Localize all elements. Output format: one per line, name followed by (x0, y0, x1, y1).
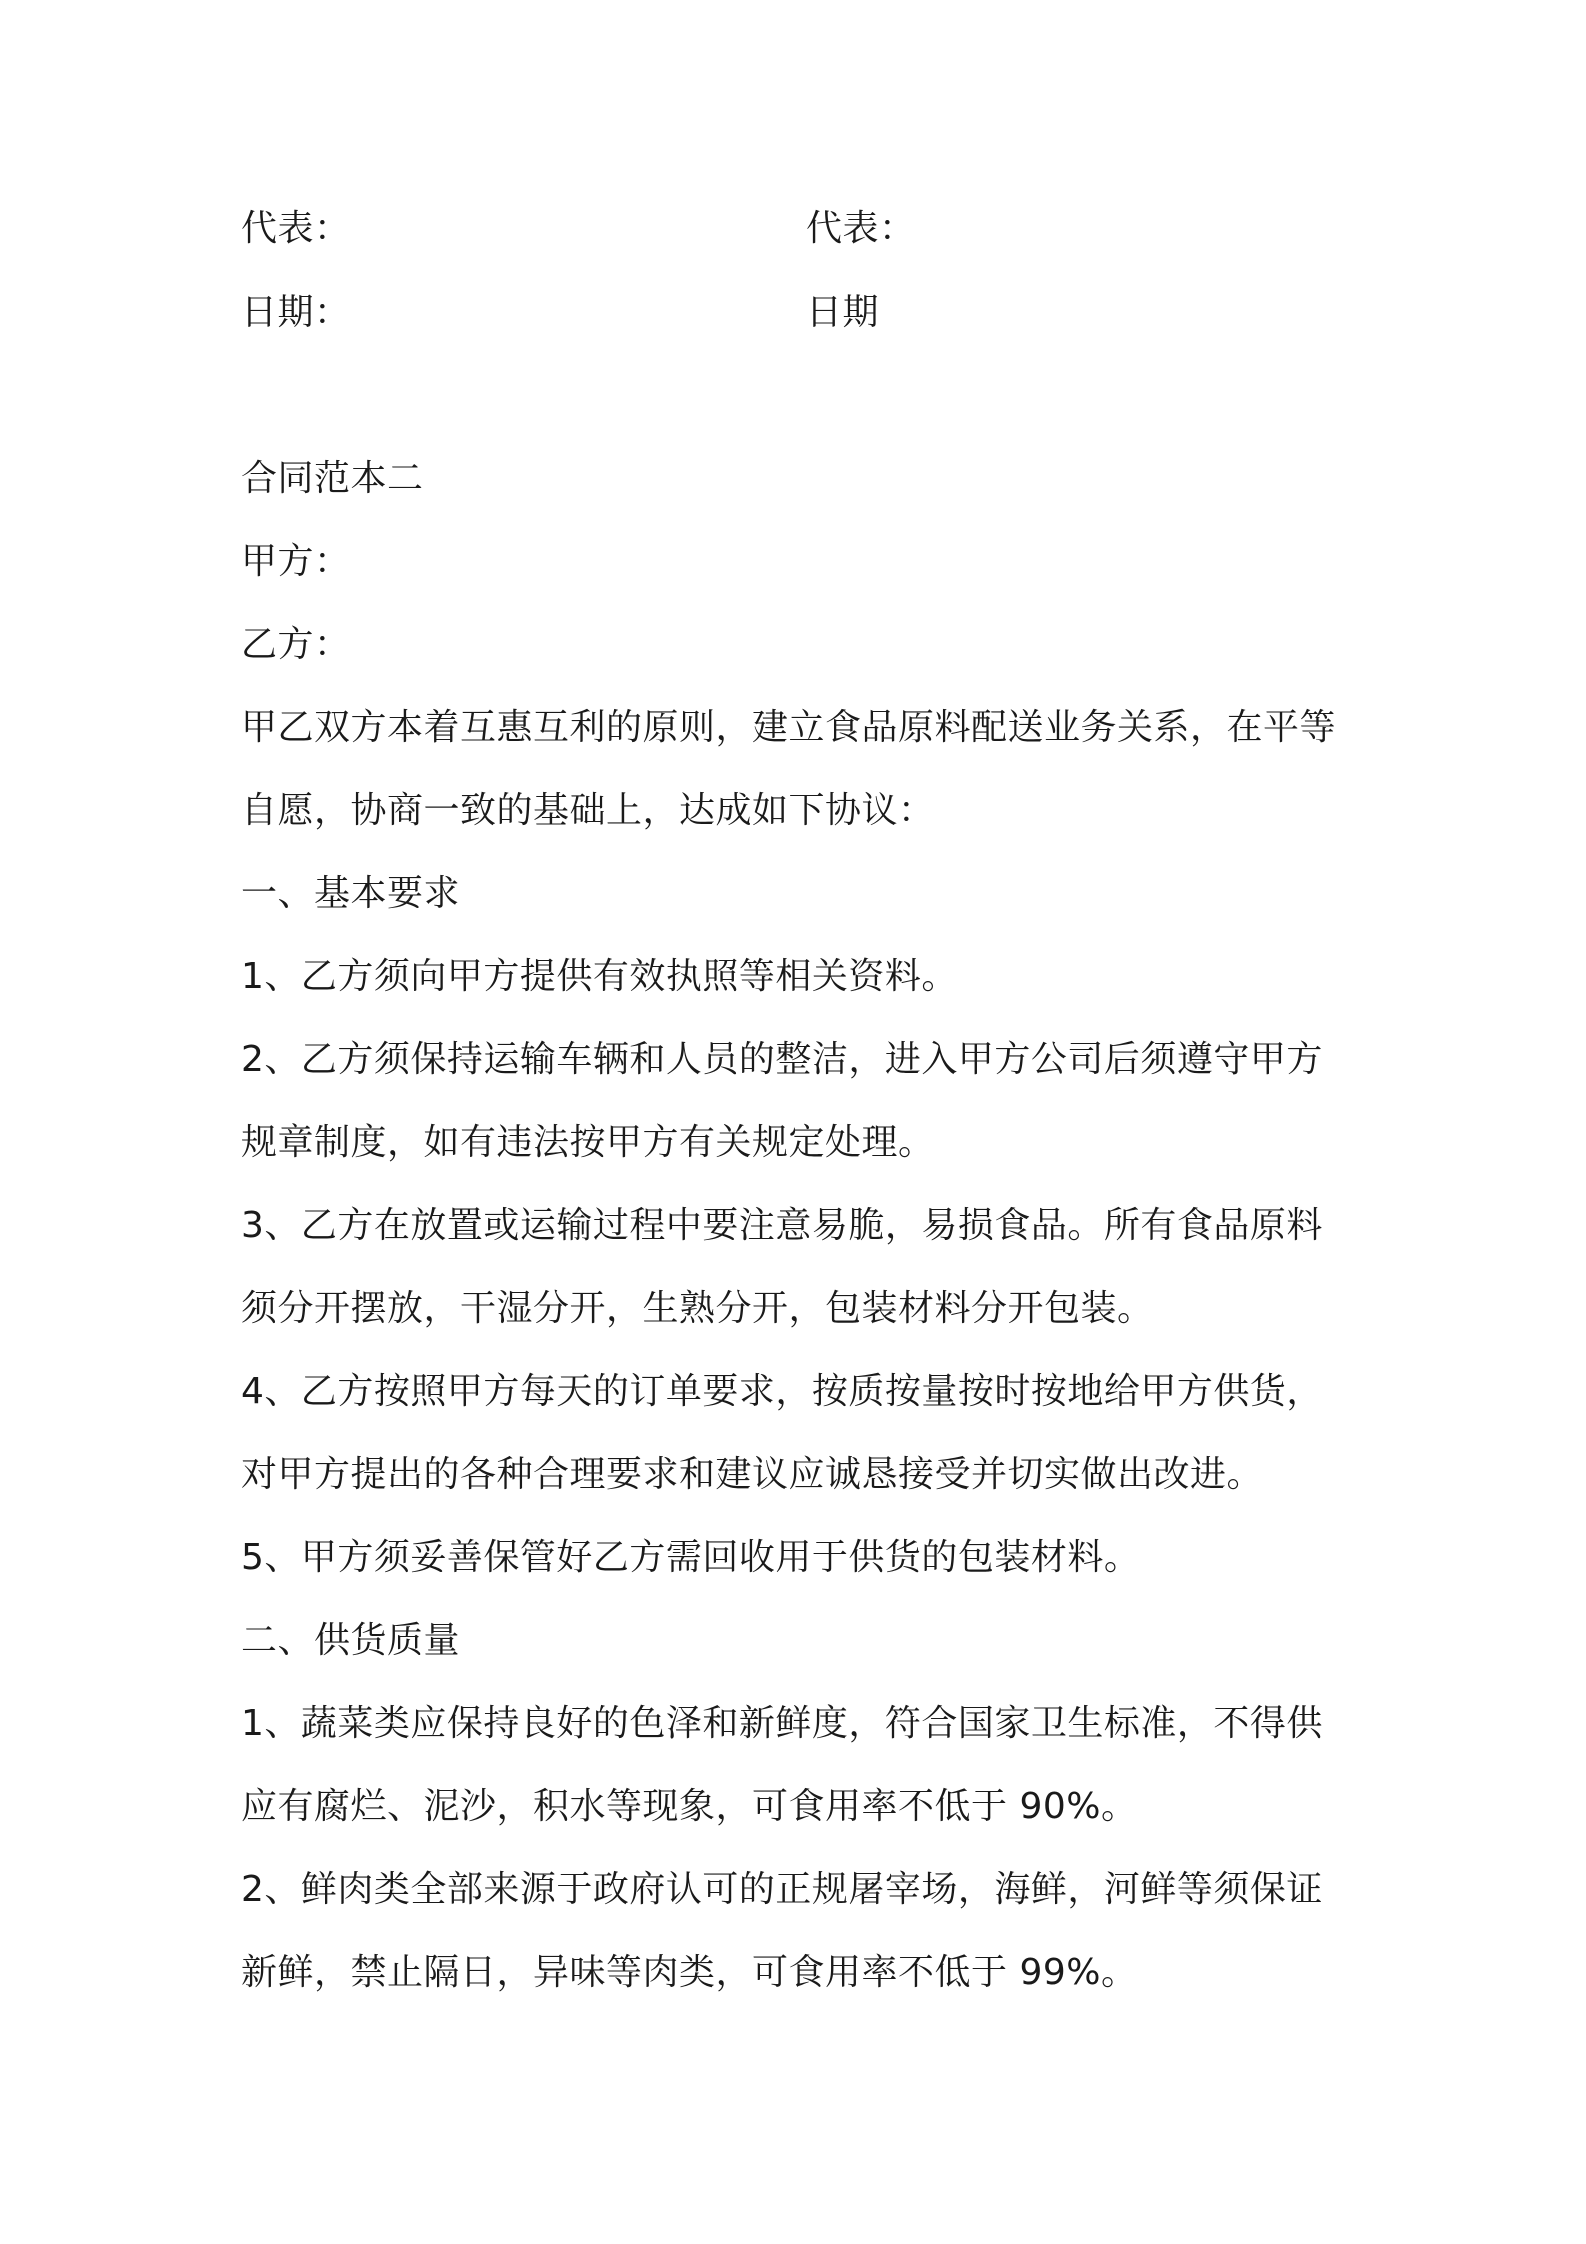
clause-line: 新鲜，禁止隔日，异味等肉类，可食用率不低于 99%。 (241, 1952, 1138, 1993)
section-heading-basic-requirements: 一、基本要求 (241, 873, 461, 914)
intro-line: 自愿，协商一致的基础上，达成如下协议： (241, 790, 935, 831)
party-a-representative: 代表： (241, 208, 351, 249)
party-b-label: 乙方： (241, 624, 351, 665)
section-heading-supply-quality: 二、供货质量 (241, 1620, 461, 1661)
clause-line: 1、蔬菜类应保持良好的色泽和新鲜度，符合国家卫生标准，不得供 (241, 1703, 1323, 1744)
intro-line: 甲乙双方本着互惠互利的原则，建立食品原料配送业务关系，在平等 (241, 707, 1337, 748)
clause-line: 应有腐烂、泥沙，积水等现象，可食用率不低于 90%。 (241, 1786, 1138, 1827)
contract-title: 合同范本二 (241, 458, 424, 499)
party-a-date: 日期： (241, 292, 351, 333)
party-a-label: 甲方： (241, 541, 351, 582)
clause-line: 须分开摆放，干湿分开，生熟分开，包装材料分开包装。 (241, 1288, 1154, 1329)
clause-line: 1、乙方须向甲方提供有效执照等相关资料。 (241, 956, 958, 997)
clause-line: 对甲方提出的各种合理要求和建议应诚恳接受并切实做出改进。 (241, 1454, 1264, 1495)
clause-line: 2、鲜肉类全部来源于政府认可的正规屠宰场，海鲜，河鲜等须保证 (241, 1869, 1323, 1910)
clause-line: 5、甲方须妥善保管好乙方需回收用于供货的包装材料。 (241, 1537, 1141, 1578)
clause-line: 规章制度，如有违法按甲方有关规定处理。 (241, 1122, 935, 1163)
clause-line: 4、乙方按照甲方每天的订单要求，按质按量按时按地给甲方供货， (241, 1371, 1323, 1412)
party-b-date: 日期 (806, 292, 880, 333)
clause-line: 2、乙方须保持运输车辆和人员的整洁，进入甲方公司后须遵守甲方 (241, 1039, 1323, 1080)
party-b-representative: 代表： (806, 208, 916, 249)
clause-line: 3、乙方在放置或运输过程中要注意易脆，易损食品。所有食品原料 (241, 1205, 1323, 1246)
